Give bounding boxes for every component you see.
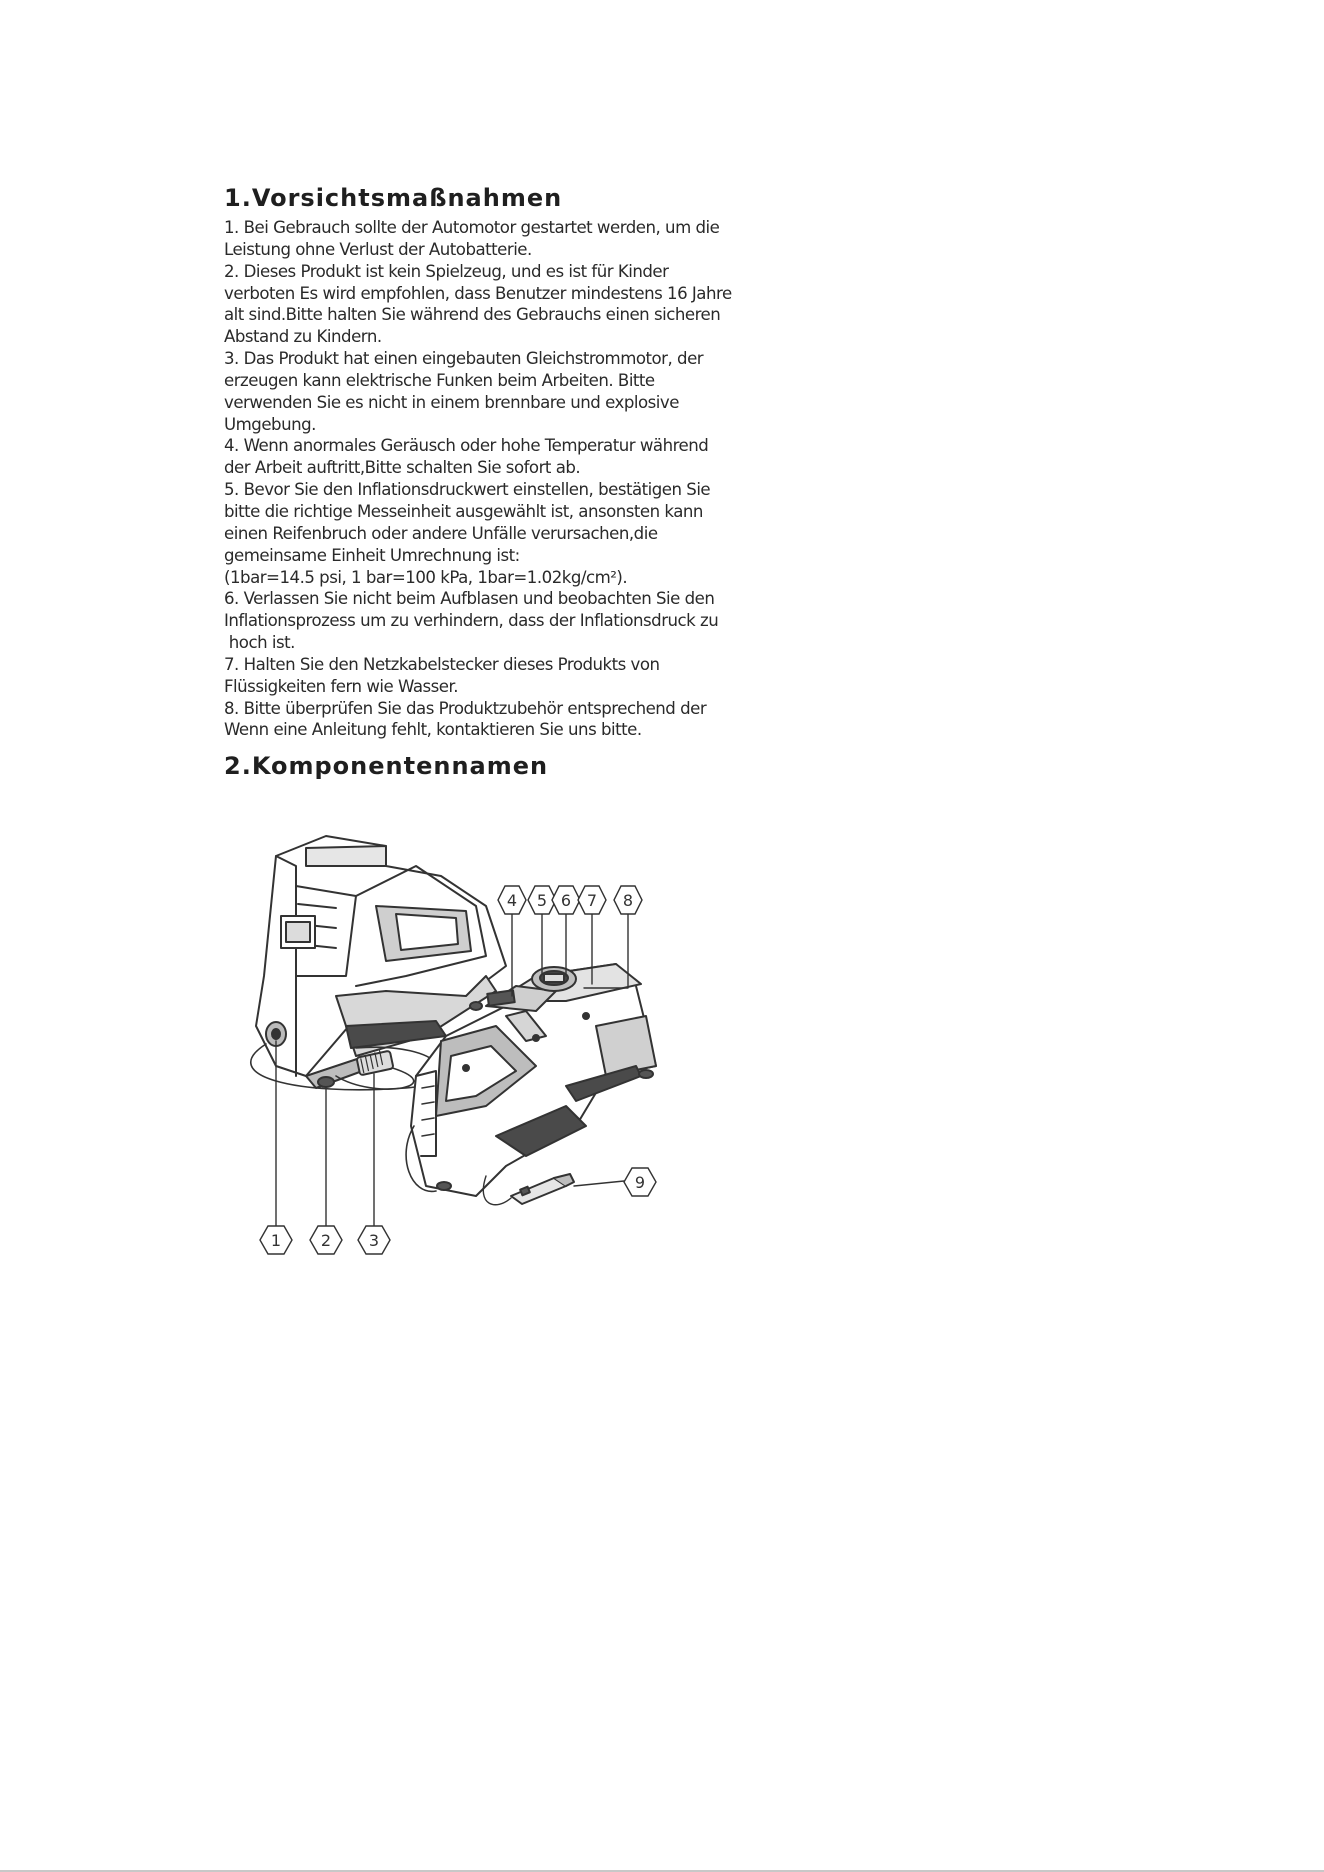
text-line: Leistung ohne Verlust der Autobatterie. bbox=[224, 239, 532, 259]
text-line: 6. Verlassen Sie nicht beim Aufblasen und beobachten Sie den bbox=[224, 589, 715, 609]
text-line: 2. Dieses Produkt ist kein Spielzeug, und es ist für Kinder bbox=[224, 261, 669, 281]
text-line: 1. Bei Gebrauch sollte der Automotor gestartet werden, um die bbox=[224, 218, 720, 237]
text-line: Umgebung. bbox=[224, 414, 316, 434]
callout-label: 8 bbox=[622, 891, 634, 910]
callout-label: 9 bbox=[634, 1173, 646, 1192]
text-line: Wenn eine Anleitung fehlt, kontaktieren Sie uns bitte. bbox=[224, 720, 642, 740]
page-content bbox=[224, 183, 784, 781]
callout-label: 5 bbox=[536, 891, 548, 910]
section-title-precautions: 1.Vorsichtsmaßnahmen bbox=[224, 184, 563, 212]
text-line: Abstand zu Kindern. bbox=[224, 327, 382, 347]
components-diagram bbox=[236, 826, 716, 1258]
callout-9 bbox=[624, 1168, 656, 1196]
car-plug bbox=[511, 1174, 574, 1204]
text-line: 4. Wenn anormales Geräusch oder hohe Temperatur während bbox=[224, 436, 709, 456]
callout-4 bbox=[498, 886, 526, 914]
callout-6 bbox=[552, 886, 580, 914]
callout-label: 4 bbox=[506, 891, 518, 910]
text-line: erzeugen kann elektrische Funken beim Arbeiten. Bitte bbox=[224, 370, 655, 390]
callout-label: 3 bbox=[368, 1231, 380, 1250]
text-line: der Arbeit auftritt,Bitte schalten Sie sofort ab. bbox=[224, 458, 581, 478]
callout-3 bbox=[358, 1226, 390, 1254]
text-line: einen Reifenbruch oder andere Unfälle verursachen,die bbox=[224, 523, 658, 543]
text-line: 8. Bitte überprüfen Sie das Produktzubehör entsprechend der bbox=[224, 698, 707, 718]
callout-2 bbox=[310, 1226, 342, 1254]
text-line: bitte die richtige Messeinheit ausgewählt ist, ansonsten kann bbox=[224, 501, 703, 521]
text-line: hoch ist. bbox=[224, 633, 295, 653]
precautions-text bbox=[224, 217, 784, 741]
callout-8 bbox=[614, 886, 642, 914]
callout-label: 2 bbox=[320, 1231, 332, 1250]
text-line: 5. Bevor Sie den Inflationsdruckwert einstellen, bestätigen Sie bbox=[224, 480, 711, 500]
callout-label: 1 bbox=[270, 1231, 282, 1250]
text-line: Flüssigkeiten fern wie Wasser. bbox=[224, 676, 459, 696]
section-title-components: 2.Komponentennamen bbox=[224, 752, 549, 781]
text-line: verboten Es wird empfohlen, dass Benutzer mindestens 16 Jahre bbox=[224, 283, 732, 303]
text-line: alt sind.Bitte halten Sie während des Gebrauchs einen sicheren bbox=[224, 305, 721, 325]
text-line: 7. Halten Sie den Netzkabelstecker dieses Produkts von bbox=[224, 654, 660, 674]
callout-7 bbox=[578, 886, 606, 914]
callout-label: 7 bbox=[586, 891, 598, 910]
text-line: 3. Das Produkt hat einen eingebauten Gleichstrommotor, der bbox=[224, 349, 704, 369]
callout-label: 6 bbox=[560, 891, 572, 910]
callout-1 bbox=[260, 1226, 292, 1254]
text-line: verwenden Sie es nicht in einem brennbare und explosive bbox=[224, 392, 679, 412]
compressor-illustration bbox=[236, 826, 716, 1258]
text-line: Inflationsprozess um zu verhindern, dass der Inflationsdruck zu bbox=[224, 611, 719, 631]
text-line: (1bar=14.5 psi, 1 bar=100 kPa, 1bar=1.02kg/cm²). bbox=[224, 567, 628, 587]
text-line: gemeinsame Einheit Umrechnung ist: bbox=[224, 545, 520, 565]
